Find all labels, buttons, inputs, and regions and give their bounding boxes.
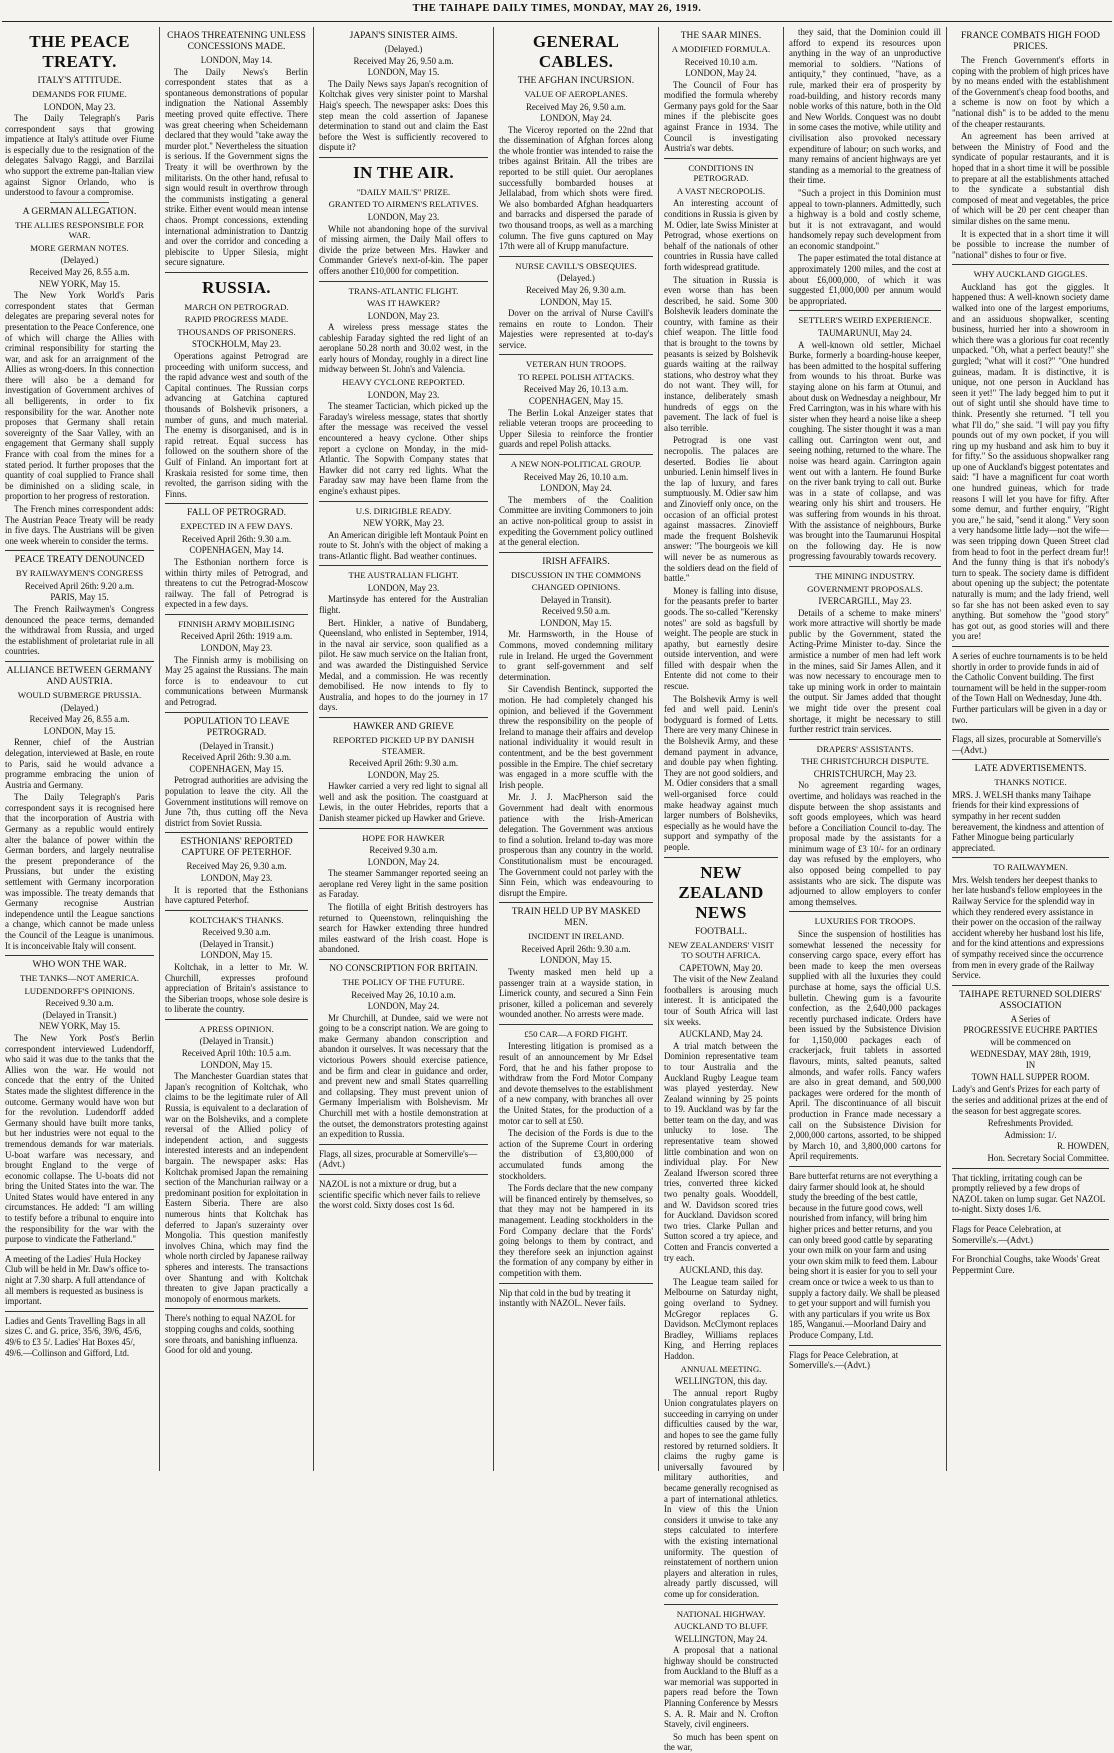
dateline: PARIS, May 15.	[50, 592, 109, 603]
dateline: Received May 26, 9.30 a.m.	[186, 861, 287, 872]
column-divider	[5, 1311, 154, 1312]
subheadline: CHANGED OPINIONS.	[531, 582, 621, 593]
column-divider	[165, 910, 308, 911]
subheadline: SETTLER'S WEIRD EXPERIENCE.	[798, 315, 932, 326]
advertisement-signature: Hon. Secretary Social Committee.	[987, 1152, 1109, 1163]
subheadline: TRANS-ATLANTIC FLIGHT.	[348, 285, 459, 296]
dateline: Received May 26, 8.55 a.m.	[29, 266, 130, 277]
subheadline: NURSE CAVILL'S OBSEQUIES.	[515, 260, 637, 271]
column-divider	[319, 1174, 488, 1175]
advertisement-line: PROGRESSIVE EUCHRE PARTIES	[963, 1025, 1098, 1036]
column-1	[0, 27, 160, 1471]
dateline: Received April 10th: 10.5 a.m.	[181, 1048, 292, 1059]
subheadline: U.S. DIRIGIBLE READY.	[355, 505, 452, 516]
advertisement-line: A Series of	[1010, 1013, 1051, 1024]
subheadline: A VAST NECROPOLIS.	[676, 185, 766, 196]
column-divider	[952, 857, 1109, 858]
section-title: THE PEACE TREATY.	[29, 32, 130, 71]
article-paragraph: The Daily Telegraph's Paris correspondent says that growing impatience at Italy's attitude over Fiume is especially due to the resignation of the delegates Salvago Raggi, and Barzilai who support the extreme pan-Italian view against Signor Orlando, who is understood to favour a compromise.	[5, 113, 154, 198]
dateline: Received April 26th: 9.30 a.m.	[181, 533, 292, 544]
column-divider	[5, 550, 154, 551]
advertisement: Bare butterfat returns are not everything a dairy farmer should look at, he should study the breeding of the best cattle, because in the future good cows, well nourished from infancy, will bring him higher prices and better returns, and you can only breed good cattle by separating your own milk on your farm and using your own skim milk to feed them. Labour being short it is easier for you to sell your cream once or twice a week to us than to supply a factory daily. We shall be pleased to get your support and will furnish you with any particulars if you write us Box 185, Wanganui.—Moorland Dairy and Produce Company, Ltd.	[789, 1171, 940, 1340]
subheadline: LUDENDORFF'S OPINIONS.	[24, 985, 135, 996]
subheadline: INCIDENT IN IRELAND.	[528, 931, 624, 942]
article-paragraph: The League team sailed for Melbourne on Saturday night, going overland to Sydney. McGregor replaces G. Davidson. McClymont replaces Bradley, Williams replaces King, and Herring replaces Haddon.	[664, 1276, 778, 1361]
dateline: Received April 26th: 9.20 a.m.	[24, 580, 135, 591]
dateline: LONDON, May 15.	[540, 617, 612, 628]
subheadline: VALUE OF AEROPLANES.	[524, 89, 628, 99]
subheadline: ANNUAL MEETING.	[680, 1363, 762, 1374]
dateline: NEW YORK, May 23.	[362, 518, 445, 528]
dateline: (Delayed in Transit.)	[199, 938, 274, 949]
column-3	[314, 27, 494, 1471]
advertisement: Ladies and Gents Travelling Bags in all sizes C. and G. price, 35/6, 39/6, 45/6, 49/6 to £3 5/. Ladies' Hat Boxes 45/, 49/6.—Collinson and Gifford, Ltd.	[5, 1315, 146, 1358]
column-divider	[165, 1019, 308, 1020]
article-paragraph: While not abandoning hope of the survival of missing airmen, the Daily Mail offers to divide the prize between Mrs. Hawker and Commander Grieve's next-of-kin. The paper offers another £10,000 for competition.	[319, 223, 488, 276]
article-paragraph: Twenty masked men held up a passenger train at a wayside station, in Limerick county, and secured a Sinn Fein prisoner, killed a policeman and severely wounded another. No arrests were made.	[499, 967, 653, 1020]
column-divider	[952, 985, 1109, 986]
dateline: Received May 26, 9.50 a.m.	[353, 55, 454, 66]
dateline: Received May 26, 10.10 a.m.	[523, 471, 629, 482]
article-paragraph: The steamer Tactician, which picked up the Faraday's wireless message, states that shortly after the message was received the vessel encountered a heavy cyclone. Other ships report a cyclone on Monday, in the mid-Atlantic. The Sopwith Company states that Hawker did not carry red lights. What the Faraday saw may have been flame from the engine's exhaust pipes.	[319, 401, 488, 496]
subheadline: WAS IT HAWKER?	[367, 298, 440, 308]
subheadline: TO RAILWAYMEN.	[993, 862, 1068, 873]
dateline: Received April 26th: 9.30 a.m.	[521, 943, 631, 954]
article-paragraph: The Manchester Guardian states that Japan's recognition of Koltchak, who claims to be the legitimate ruler of All Russia, is equivalent to a declaration of war on the Bolsheviks, and a complete reversal of the Allied policy of independent action, and suggests interested interests and an independent bargain. The newspaper asks: Has Koltchak promised Japan the remaining section of the Manchurian railway or a predominant position for exploitation in Eastern Siberia. There are also numerous hints that Koltchak has deferred to Japan's suzerainty over Mongolia. This question manifestly involves China, which may find the whole north circled by Japanese railway spheres and interests. The transactions over Shantung and with Koltchak threaten to give Japan practically a monopoly of enormous markets.	[165, 1071, 308, 1304]
dateline: LONDON, May 24.	[540, 483, 612, 494]
dateline: LONDON, May 15.	[540, 296, 612, 307]
subheadline: VETERAN HUN TROOPS.	[525, 359, 627, 370]
column-divider	[165, 712, 308, 713]
subheadline: NATIONAL HIGHWAY.	[676, 1608, 766, 1619]
column-divider	[499, 1024, 653, 1025]
article-paragraph: Hawker carried a very red light to signal all well and ask the position. The coastguard at Lewis, in the outer Hebrides, reports that a Danish steamer picked up Hawker and Grieve.	[319, 781, 488, 823]
article-paragraph: Since the suspension of hostilities has somewhat lessened the necessity for conserving cargo space, every effort has been made to keep the men overseas supplied with all the luxuries they could purchase at home, says the official U.S. bulletin. Chewing gum is a favourite confection, as the 2,640,000 packages recently purchased indicate. Orders have been issued by the Subsistence Division for 1,150,000 packages each of crackerjack, fruit tablets in assorted flavours, mints, salted peanuts, salted almonds, and wafer rolls. Fancy wafers are also in great demand, and 500,000 packages were ordered for the month of April. The discontinuance of all biscuit production in France made necessary a call on the Subsistence Division for 2,000,000 cartons, assorted, to be shipped by March 10, and 3,800,000 cartons for April requirements.	[789, 928, 941, 1162]
masthead-text: THE TAIHAPE DAILY TIMES, MONDAY, MAY 26, 1919.	[412, 3, 702, 14]
dateline: (Delayed.)	[60, 702, 99, 713]
subheadline: THE ALLIES RESPONSIBLE FOR WAR.	[15, 219, 144, 241]
masthead-rule	[2, 21, 1112, 22]
advertisement-line: IN	[1025, 1060, 1036, 1071]
headline: A GERMAN ALLEGATION.	[22, 206, 137, 217]
article-paragraph: The situation in Russia is even worse than has been described, he said. Some 300 Bolshevik leaders dominate the country, with famine as their chief weapon. The little food that is brought to the towns by peasants is seized by Bolshevik guards waiting at the railway stations, who destroy what they do not want. They will, for instance, deliberately smash hundreds of eggs on the pavement. The lack of fuel is also terrible.	[664, 274, 778, 433]
subheadline: EXPECTED IN A FEW DAYS.	[180, 521, 293, 532]
advertisement-line: Refreshments Provided.	[987, 1118, 1074, 1129]
article-paragraph: The decision of the Fords is due to the action of the Supreme Court in ordering the distribution of £3,800,000 of accumulated funds among the stockholders.	[499, 1128, 653, 1181]
subheadline: "DAILY MAIL'S" PRIZE.	[356, 186, 451, 197]
subheadline: THE MINING INDUSTRY.	[815, 571, 915, 581]
column-divider	[165, 1308, 308, 1309]
dateline: Received 9.30 a.m.	[369, 845, 438, 856]
headline: JAPAN'S SINISTER AIMS.	[349, 31, 458, 41]
article-paragraph: Details of a scheme to make miners' work more attractive will shortly be made public by the Government, stated the Acting-Prime Minister to-day. Since the armistice a number of men had left work in the mines, said Sir James Allen, and it was now necessary to encourage men to take up mining work in order to maintain the output. Sir James added that thought we might tide over the present coal shortage, it might be necessary to still further restrict train services.	[789, 607, 941, 735]
article-paragraph: Dover on the arrival of Nurse Cavill's remains en route to London. Their Majesties were represented at to-day's service.	[499, 308, 653, 350]
subheadline: GRANTED TO AIRMEN'S RELATIVES.	[328, 199, 479, 210]
dateline: Received May 26, 9.50 a.m.	[525, 101, 627, 112]
column-divider	[319, 717, 488, 718]
dateline: STOCKHOLM, May 23.	[191, 339, 282, 350]
subheadline: MARCH ON PETROGRAD.	[184, 301, 289, 312]
dateline: LONDON, May 15.	[43, 725, 116, 736]
article-paragraph: Interesting litigation is promised as a result of an announcement by Mr Edsel Ford, that he and his father propose to withdraw from the Ford Motor Company and devote themselves to the establishment of a new company, with branches all over the United States, for the production of a motor car to sell at £50.	[499, 1041, 653, 1126]
headline: IRISH AFFAIRS.	[542, 556, 610, 567]
subheadline: FINNISH ARMY MOBILISING	[178, 618, 295, 629]
dateline: Received April 26th: 1919 a.m.	[180, 631, 293, 642]
column-divider	[499, 256, 653, 257]
dateline: LONDON, May 14.	[200, 55, 273, 65]
column-divider	[319, 959, 488, 960]
column-divider	[789, 739, 941, 740]
subheadline: A PRESS OPINION.	[199, 1023, 274, 1034]
columns	[0, 27, 1114, 1753]
column-2	[160, 27, 314, 1471]
dateline: (Delayed in Transit.)	[42, 1009, 117, 1020]
article-paragraph: Money is falling into disuse, for the peasants prefer to barter goods. The so-called "Kerensky notes" are sold as bagsfull by weight. The people are stuck in apathy, but earnestly desire outside intervention, and were filled with despair when the Entente did not come to their rescue.	[664, 585, 778, 692]
advertisement: Lady's and Gent's Prizes for each party of the series and additional prizes at the end of the season for best aggregate scores.	[952, 1084, 1108, 1116]
headline: ITALY'S ATTITUDE.	[37, 76, 122, 86]
dateline: Received April 26th: 9.30 a.m.	[348, 758, 459, 768]
column-divider	[499, 902, 653, 903]
advertisement: Flags, all sizes, procurable at Somerville's—(Advt.)	[319, 1148, 478, 1170]
column-divider	[952, 646, 1109, 647]
article-paragraph: The Daily News says Japan's recognition of Koltchak gives very sinister point to Marshal Haig's speech. The newspaper asks: Does this step mean the cold assertion of Japanese determination to stand out and claim the East before the West is sufficiently recovered to dispute it?	[319, 78, 488, 153]
column-divider	[319, 281, 488, 282]
dateline: LONDON, May 23.	[367, 211, 440, 222]
advertisement-line: will be commenced on	[990, 1037, 1071, 1047]
subheadline: DISCUSSION IN THE COMMONS	[510, 569, 642, 580]
headline: PEACE TREATY DENOUNCED	[14, 555, 145, 566]
column-divider	[319, 501, 488, 502]
subheadline: WOULD SUBMERGE PRUSSIA.	[17, 690, 142, 701]
subheadline: DEMANDS FOR FIUME.	[32, 89, 127, 99]
column-divider	[952, 1168, 1109, 1169]
section-title: NEW ZEALAND NEWS	[678, 862, 764, 922]
article-paragraph: An agreement has been arrived at between the Ministry of Food and the syndicate of popular restaurants, and it is hoped that in a short time it will be possible to prepare at all the establishments attached to the syndicate a substantial dish composed of meat and vegetables, the price of which will be 20 per cent cheaper than similar dishes on the same menu.	[952, 131, 1109, 226]
headline: TAIHAPE RETURNED SOLDIERS' ASSOCIATION	[959, 989, 1102, 1011]
article-paragraph: A proposal that a national highway should be constructed from Auckland to the Bluff as a war memorial was supported in papers read before the Town Planning Conference by Messrs S. A. R. Mair and N. Crofton Stavely, civil engineers.	[664, 1645, 778, 1730]
column-divider	[319, 565, 488, 566]
column-divider	[789, 310, 941, 311]
advertisement: MRS. J. WELSH thanks many Taihape friends for their kind expressions of sympathy in her recent sudden bereavement, the kindness and attention of Father Minogue being particularly appreciated.	[952, 789, 1104, 853]
dateline: TAUMARUNUI, May 24.	[818, 327, 912, 338]
subheadline: THE AUSTRALIAN FLIGHT.	[348, 570, 459, 581]
headline: TRAIN HELD UP BY MASKED MEN.	[511, 907, 641, 929]
article-paragraph: Sir Cavendish Bentinck, supported the motion. He had completely changed his opinion, and believed if the Government threw the responsibility on the people of Ireland to manage their affairs and develop national individuality it would result in contentment, and be the best government possible in the Empire. The chief secretary was engaged in a more scuffle with the Irish people.	[499, 684, 653, 790]
dateline: (Delayed in Transit.)	[199, 740, 274, 751]
subheadline: A NEW NON-POLITICAL GROUP.	[510, 459, 642, 470]
column-5	[659, 27, 784, 1753]
headline: FOOTBALL.	[695, 926, 747, 937]
dateline: Received May 26, 9.30 a.m.	[525, 284, 627, 295]
dateline: LONDON, May 24.	[367, 856, 440, 867]
article-paragraph: The New York Post's Berlin correspondent interviewed Ludendorff, who said it was due to the tanks that the Allies won the war. He would not concede that the entry of the United States made the slightest difference in the outcome. Germany would have won but for the revolution. Ludendorff added Germany should have built more tanks, but her industries were not equal to the tremendous demands for war materials. U-boat warfare was necessary, and brought England to the verge of economic collapse. The U-boats did not bring the United States into the war. The United States would have entered in any circumstances. He added: "I am willing to testify before a tribunal to enquire into the responsibility for the war with the purpose to vindicate the Fatherland."	[5, 1032, 154, 1245]
article-paragraph: Petrograd is one vast necropolis. The palaces are deserted. Bodies lie about unburied. Lenin himself lives in the lap of luxury, and fares sumptuously. M. Odier saw him and Zinovieff only once, on the occasion of an official protest against massacres. Zinovieff made the frequent Bolshevik answer: "The bourgeois we kill will never be as numerous as the soldiers dead on the field of battle."	[664, 435, 778, 584]
masthead	[0, 0, 1114, 24]
article-paragraph: Operations against Petrograd are proceeding with uniform success, and the rapid advance west and south of the Capital continues. The Russian corps advancing at Gatchina captured thousands of Bolshevik prisoners, a number of guns, and much material. The enemy is disorganised, and is in rapid retreat. Equal success has followed on the southern shore of the Gulf of Finland. An important fort at Kraskaia resisted for some time, then revolted, the garrison siding with the Finns.	[165, 350, 308, 499]
column-divider	[5, 661, 154, 662]
column-divider	[499, 1283, 653, 1284]
dateline: Received 9.50 a.m.	[541, 606, 611, 617]
dateline: LONDON, May 23.	[367, 310, 440, 321]
article-paragraph: The Council of Four has modified the formula whereby Germany pays gold for the Saar mines if the plebiscite goes against France in 1934. The Council is investigating Austria's war debts.	[664, 79, 778, 154]
article-paragraph: The steamer Sammanger reported seeing an aeroplane red Verey light in the same position as Faraday.	[319, 868, 488, 900]
column-divider	[952, 729, 1109, 730]
column-divider	[952, 759, 1109, 760]
dateline: Received May 26, 10.10 a.m.	[351, 989, 456, 1000]
column-divider	[319, 828, 488, 829]
advertisement: Flags for Peace Celebration, at Somerville's.—(Advt.)	[789, 1349, 899, 1371]
article-paragraph: The New York World's Paris correspondent states that German delegates are preparing several notes for presentation to the Peace Conference, one of which will charge the Allies with criminal responsibility for starting the war, and ask for an arraignment of the Allies as wrong-doers. In this connection there will also be a demand for investigation of Government archives of all belligerents, in order to fix responsibility for the war. Another note proposes that Germany shall retain sovereignty of the Saar Valley, with an engagement that Germany shall supply France with coal from the mines for a stated period. It further proposes that the quantity of coal supplied to France shall be diminished on a sliding scale, in proportion to her progress of restoration.	[5, 290, 154, 502]
article-paragraph: Renner, chief of the Austrian delegation, interviewed at Basle, en route to Paris, said he would advance a programme embracing the union of Austria and Germany.	[5, 737, 154, 790]
article-paragraph: An interesting account of conditions in Russia is given by M. Odier, late Swiss Minister at Petrograd, whose exertions on behalf of the nationals of other countries in Russia have called forth widespread gratitude.	[664, 198, 778, 272]
advertisement: Mrs. Welsh tenders her deepest thanks to her late husband's fellow employees in the Railway Service for the splendid way in which they rendered every assistance in their power on the occasion of the railway accident whereby her husband lost his life, and for the kind attentions and expressions of sympathy received since the occurrence from men in every grade of the Railway Service.	[952, 874, 1104, 981]
subheadline: CONDITIONS IN PETROGRAD.	[688, 162, 754, 184]
article-paragraph: The French Railwaymen's Congress denounced the peace terms, demanded the withdrawal from Russia, and urged the establishment of proletariat rule in all countries.	[5, 604, 154, 657]
subheadline: HEAVY CYCLONE REPORTED.	[342, 377, 465, 388]
column-divider	[952, 1249, 1109, 1250]
column-divider	[165, 272, 308, 273]
dateline: LONDON, May 24.	[367, 1001, 440, 1012]
dateline: NEW YORK, May 15.	[38, 1021, 121, 1032]
article-paragraph: A trial match between the Dominion representative team to tour Australia and the Auckland Rugby League team was played yesterday. New Zealand winning by 25 points to 19. Auckland was by far the better team on the day, and was unlucky to lose. The representative team showed little combination and won on individual play. For New Zealand Ifwerson scored three tries, converted three kicked two penalty goals. Wooddell, and W. Davidson scored tries for Auckland. Davidson scored two tries. Clarke Pullan and Sutton scored a try apiece, and Cotten and Francis converted a try each.	[664, 1040, 778, 1263]
headline: POPULATION TO LEAVE PETROGRAD.	[183, 716, 290, 738]
dateline: AUCKLAND, this day.	[679, 1265, 763, 1276]
column-divider	[5, 955, 154, 956]
dateline: (Delayed.)	[384, 44, 423, 54]
article-paragraph: So much has been spent on the war,	[664, 1731, 778, 1753]
dateline: WELLINGTON, May 24.	[674, 1633, 768, 1644]
article-paragraph: It is expected that in a short time it will be possible to increase the number of "national" dishes to four or five.	[952, 228, 1109, 260]
advertisement-line: Admission: 1/.	[1004, 1129, 1057, 1140]
column-divider	[319, 157, 488, 158]
advertisement: Flags for Peace Celebration, at Somerville's.—(Advt.)	[952, 1223, 1062, 1245]
headline: THE AFGHAN INCURSION.	[517, 76, 635, 86]
headline: THE SAAR MINES.	[680, 31, 762, 41]
short-divider	[50, 202, 110, 203]
dateline: LONDON, May 24.	[540, 113, 612, 124]
article-paragraph: "Such a project in this Dominion must appeal to town-planners. Admittedly, such a highway is a bold and costly scheme, but it is not extravagant, and would handsomely repay such development from an economic standpoint."	[789, 187, 941, 251]
dateline: LONDON, May 23.	[200, 872, 273, 883]
column-divider	[952, 1219, 1109, 1220]
advertisement: NAZOL is not a mixture or drug, but a scientific specific which never fails to relieve the worst cold. Sixty doses cost 1s 6d.	[319, 1179, 481, 1211]
article-paragraph: The Berlin Lokal Anzeiger states that reliable veteran troops are proceeding to Upper Silesia to reinforce the frontier guards and repel Polish attacks.	[499, 407, 653, 450]
dateline: COPENHAGEN, May 15.	[189, 763, 284, 774]
article-paragraph: A wireless press message states the cableship Faraday sighted the red light of an aeroplane 50.28 north and 30.02 west, in the early hours of Monday, roughly in a direct line midway between St. John's and Valencia.	[319, 322, 488, 375]
column-divider	[664, 857, 778, 858]
column-divider	[319, 1144, 488, 1145]
column-6	[784, 27, 947, 1471]
article-paragraph: The Daily Telegraph's Paris correspondent says it is recognised here that the incorporation of Austria with Germany as a republic would entirely alter the balance of power within the German borders, and largely neutralise the present preponderance of the Prussians, but under the existing settlement with Germany incorporation was impossible. The treaty demands that Germany recognise Austrian independence until the League sanctions a change, which cannot be made unless the Council of the League is unanimous. It is inconceivable Italy will consent.	[5, 792, 154, 951]
section-title: RUSSIA.	[202, 277, 271, 297]
column-divider	[165, 503, 308, 504]
subheadline: BY RAILWAYMEN'S CONGRESS	[15, 568, 144, 579]
article-paragraph: Mr. Harmsworth, in the House of Commons, moved condemning military rule in Ireland. He urged the Government to grant self-government and self determination.	[499, 629, 653, 682]
article-paragraph: Mr. J. J. MacPherson said the Government had dealt with enormous patience with the Irish-American delegation. The Government was anxious to find a solution. Ireland to-day was more prosperous than any country in the world. Constitutionalism must be encouraged. The Government could not parley with the Sinn Fein, which was endeavouring to disrupt the Empire.	[499, 792, 653, 898]
headline: HAWKER AND GRIEVE	[353, 722, 454, 732]
subheadline: £50 CAR—A FORD FIGHT.	[524, 1028, 628, 1039]
dateline: LONDON, May 15.	[540, 955, 612, 966]
article-paragraph: An American dirigible left Montauk Point en route to St. John's with the object of making a trans-Atlantic flight. Bad weather continues.	[319, 529, 488, 561]
article-paragraph: Koltchak, in a letter to Mr. W. Churchill, expresses profound appreciation of Britain's assistance to the Siberian troops, whose sole desire is to liberate the country.	[165, 962, 308, 1015]
column-divider	[952, 264, 1109, 265]
article-paragraph: The Esthonian northern force is within thirty miles of Petrograd, and threatens to cut the Petrograd-Moscow railway. The fall of Petrograd is expected in a few days.	[165, 556, 308, 610]
article-paragraph: The flotilla of eight British destroyers has returned to Queenstown, relinquishing the search for Hawker extending three hundred miles eastward of the Irish coast. Hope is abandoned.	[319, 902, 488, 955]
dateline: LONDON, May 15.	[200, 1059, 273, 1070]
column-divider	[165, 832, 308, 833]
article-paragraph: The French Government's efforts in coping with the problem of high prices have by no means ended with the establishment of the Government's cheap food booths, and a scheme is now on foot by which a "national dish" is to be added to the menu of the cheaper restaurants.	[952, 55, 1109, 129]
dateline: Received May 26, 8.55 a.m.	[29, 714, 130, 725]
advertisement-line: TOWN HALL SUPPER ROOM.	[971, 1071, 1090, 1082]
headline: FALL OF PETROGRAD.	[187, 508, 286, 519]
dateline: Received 9.30 a.m.	[202, 927, 271, 938]
column-4	[494, 27, 659, 1471]
advertisement: A series of euchre tournaments is to be held shortly in order to provide funds in aid of the Catholic Convent building. The first tournament will be held in the supper-room of the Town Hall on Wednesday, June 4th. Further particulars will be given in a day or two.	[952, 650, 1108, 725]
subheadline: NEW ZEALANDERS' VISIT TO SOUTH AFRICA.	[668, 939, 774, 961]
dateline: (Delayed.)	[60, 255, 99, 266]
article-paragraph: Auckland has got the giggles. It happened thus: A well-known society dame walked into one of the largest emporiums, and an assiduous shopwalker, scenting business, hurried her into a showroom in which there was a glorious fur coat recently unpacked. "Oh, what a perfect beauty!" she gurgled; "what will it cost?" "One hundred guineas, madam. It is distinctive, it is unique, not one person in Auckland has seen it yet!" The lady begged him to put it out of sight until she should have time to think. Presently she returned. "I tell you what I'll do," she said. "I will pay you fifty pounds out of my own pocket, if you will ring up my husband and ask him to buy it for fifty." So the assiduous shopwalker rang up one of Auckland's biggest potentates and said: "I have a magnificent fur coat worth one hundred guineas, which for trade reasons I will let you have for fifty. After some demur, and further enquiry, "Right you are," he said, "send it along." Very soon a very handsome little lady—not the wife—was seen tripping down Queen Street clad from head to foot in the perfect dream fur!! And the funny thing is that it's nobody's turn to speak. The society dame is diffident about opening up the subject; the potentate naturally is mum; and the lady friend, well so far she has not been asked even to say anything. But somehow the "good story" has got out, as good stories will and there you are!	[952, 281, 1109, 642]
article-paragraph: Petrograd authorities are advising the population to leave the city. All the Government institutions will remove on June 7th, thus cutting off the Neva district from Soviet Russia.	[165, 775, 308, 828]
column-7	[947, 27, 1114, 1471]
column-divider	[499, 454, 653, 455]
headline: CHAOS THREATENING UNLESS CONCESSIONS MADE.	[167, 31, 306, 52]
dateline: WELLINGTON, this day.	[674, 1376, 768, 1387]
column-divider	[789, 911, 941, 912]
article-paragraph: Bert. Hinkler, a native of Bundaberg, Queensland, who enlisted in September, 1914, in the naval air service, soon qualified as a pilot. He saw much service on the Italian front, and was awarded the Distinguished Service Medal, and a commission. He was recently demobilised. He now intends to fly to Australia, and hopes to do the journey in 17 days.	[319, 617, 488, 713]
advertisement-line: WEDNESDAY, MAY 28th, 1919,	[970, 1048, 1091, 1059]
advertisement: That tickling, irritating cough can be promptly relieved by a few drops of NAZOL taken on lump sugar. Get NAZOL to-night. Sixty doses 1/6.	[952, 1172, 1105, 1215]
article-paragraph: Martinsyde has entered for the Australian flight.	[319, 594, 488, 616]
subheadline: TO REPEL POLISH ATTACKS.	[517, 371, 635, 382]
subheadline: A MODIFIED FORMULA.	[671, 44, 771, 54]
article-paragraph: The Viceroy reported on the 22nd that the dissemination of Afghan forces along the whole frontier was intended to raise the tribes against Britain. All the tribes are reported to be still quiet. Our aeroplanes successfully bombarded houses at Jellalabad, from which shots were fired. We also bombarded Afghan headquarters and barracks and dispersed the parade of two thousand troops, as well as a marching column. The five guns captured on May 17th were all of Krupp manufacture.	[499, 124, 653, 252]
article-paragraph: Mr Churchill, at Dundee, said we were not going to be a conscript nation. We are going to make Germany abandon conscription and abandon it ourselves. It was necessary that the victorious Powers should exercise patience, and be firm and clear in guidance and order, and prevent new and small States quarrelling and collapsing. They must prevent union of Germany Imperialism with Bolshevism. Mr Churchill met with a hostile demonstration at the outset, the demonstrators protesting against an expedition to Russia.	[319, 1012, 488, 1140]
subheadline: HOPE FOR HAWKER	[362, 832, 445, 843]
article-paragraph: A well-known old settler, Michael Burke, formerly a boarding-house keeper, has been admitted to the hospital suffering from wounds to his throat. Burke was staying alone on his farm at Otunui, and about dusk on Wednesday a neighbour, Mr Fred Carrington, was in his whare with his sister when they heard a noise like a sheep coughing. The sister thought it was a man calling out. Carrington went out, and seeing nothing, returned to the whare. The noise was heard again. Carrington again went out with a lantern. He found Burke on the river bank trying to call out. Burke was in a state of collapse, and was wearing only his shirt and trousers. He was suffering from wounds in his throat. With the assistance of neighbours, Burke was brought into the Taumarunui Hospital on the following day. He is now progressing favourably towards recovery.	[789, 339, 941, 562]
subheadline: THANKS NOTICE.	[994, 777, 1067, 788]
column-divider	[499, 354, 653, 355]
headline: NO CONSCRIPTION FOR BRITAIN.	[329, 964, 478, 974]
dateline: LONDON, May 24.	[685, 68, 757, 79]
dateline: LONDON, May 23.	[200, 643, 273, 654]
dateline: Received May 26, 10.13 a.m.	[523, 384, 629, 395]
headline: ESTHONIANS' REPORTED CAPTURE OF PETERHOF.	[180, 837, 293, 859]
dateline: (Delayed.)	[557, 273, 595, 284]
dateline: Received April 26th: 9.30 a.m.	[181, 752, 292, 763]
dateline: COPENHAGEN, May 14.	[189, 545, 284, 556]
dateline: LONDON, May 15.	[200, 950, 273, 961]
article-paragraph: The Bolshevik Army is well fed and well paid. Lenin's bodyguard is formed of Letts. There are very many Chinese in the Bolshevik Army, and these demand payment in advance, and double pay when fighting. They are not good soldiers, and M. Odier considers that a small well-organised force could make headway against much larger numbers of Bolsheviks, especially as he would have the support and sympathy of the people.	[664, 693, 778, 852]
column-divider	[499, 552, 653, 553]
dateline: LONDON, May 23.	[367, 389, 440, 400]
subheadline: RAPID PROGRESS MADE.	[184, 314, 289, 325]
dateline: LONDON, May 23.	[43, 101, 116, 112]
advertisement: Flags, all sizes, procurable at Somerville's—(Advt.)	[952, 734, 1102, 755]
dateline: LONDON, May 23.	[367, 582, 440, 593]
headline: LATE ADVERTISEMENTS.	[974, 764, 1087, 775]
dateline: AUCKLAND, May 24.	[679, 1029, 763, 1040]
section-title: IN THE AIR.	[353, 162, 454, 182]
dateline: LONDON, May 15.	[367, 67, 440, 78]
subheadline: DRAPERS' ASSISTANTS.	[816, 743, 914, 754]
dateline: IVERCARGILL, May 23.	[818, 596, 912, 606]
dateline: COPENHAGEN, May 15.	[528, 396, 624, 407]
column-divider	[664, 1604, 778, 1605]
advertisement: A meeting of the Ladies' Hula Hockey Club will be held in Mr. Daw's office to-night at 7.30 sharp. A full attendance of all members is requested as business is important.	[5, 1253, 150, 1307]
article-paragraph: The members of the Coalition Committee are inviting Commoners to join an active non-political group to assist in expediting the Government policy outlined at the general election.	[499, 494, 653, 548]
article-paragraph: The Daily News's Berlin correspondent states that as a spontaneous demonstrations of popular indignation the National Assembly meeting proved quite effective. There was great cheering when Scheidemann declared that they would "take away the murder plot." Nevertheless the situation is serious. If the Government signs the Treaty it will be overthrown by the militarists. On the other hand, refusal to sign would result in overthrow through the communists instigating a general strike. Either event would mean intense chaos. Prompt concessions, extending international administration to Dantzig and over the corridor and conceding a plebiscite to Upper Silesia, might secure signature.	[165, 66, 308, 268]
headline: WHO WON THE WAR.	[32, 960, 127, 971]
subheadline: THE TANKS—NOT AMERICA.	[20, 973, 139, 984]
column-divider	[789, 1345, 941, 1346]
advertisement: There's nothing to equal NAZOL for stopping coughs and colds, soothing sore throats, and banishing influenza. Good for old and young.	[165, 1313, 298, 1356]
subheadline: WHY AUCKLAND GIGGLES.	[973, 269, 1088, 280]
article-paragraph: The Finnish army is mobilising on May 25 against the Russians. The main force is to endeavour to cut communications between Murmansk and Petrograd.	[165, 654, 308, 707]
subheadline: AUCKLAND TO BLUFF.	[673, 1621, 769, 1631]
column-divider	[789, 566, 941, 567]
subheadline: THE CHRISTCHURCH DISPUTE.	[801, 756, 929, 767]
dateline: Received 9.30 a.m.	[45, 998, 114, 1009]
dateline: (Delayed in Transit.)	[199, 1036, 274, 1047]
article-paragraph: No agreement regarding wages, overtime, and holidays was reached in the dispute between the shop assistants and soft goods employees, which was heard before a Conciliation Council to-day. The proposal made by the assistants for a minimum wage of £3 10/- for an ordinary day was refused by the employers, who also opposed being compelled to pay assistants who are sick. The dispute was adjourned to allow employers to confer among themselves.	[789, 780, 941, 907]
column-divider	[789, 1166, 941, 1167]
column-divider	[165, 614, 308, 615]
article-paragraph: The visit of the New Zealand footballers is arousing much interest. It is anticipated the tour of South Africa will last six weeks.	[664, 974, 778, 1027]
headline: FRANCE COMBATS HIGH FOOD PRICES.	[960, 31, 1101, 52]
dateline: Received 10.10 a.m.	[684, 56, 758, 67]
subheadline: THOUSANDS OF PRISONERS.	[177, 326, 296, 337]
subheadline: MORE GERMAN NOTES.	[30, 242, 129, 253]
section-title: GENERAL CABLES.	[532, 32, 620, 71]
advertisement-signature: R. HOWDEN,	[1056, 1141, 1109, 1152]
dateline: NEW YORK, May 15.	[38, 278, 121, 289]
article-paragraph: It is reported that the Esthonians have captured Peterhof.	[165, 884, 308, 906]
article-paragraph: The French mines correspondent adds: The Austrian Peace Treaty will be ready in five days. The Austrians will be given one week wherein to consider the terms.	[5, 504, 154, 546]
dateline: Delayed in Transit).	[540, 594, 612, 605]
subheadline: GOVERNMENT PROPOSALS.	[807, 583, 923, 594]
subheadline: REPORTED PICKED UP BY DANISH STEAMER.	[332, 735, 475, 756]
article-paragraph: The Fords declare that the new company will be financed entirely by themselves, so that they may not be hampered in its management. Leading stockholders in the Ford Company declare that the Fords' going belongs to them by contract, and they therefore seek an injunction against the formation of any company by either in competition with them.	[499, 1183, 653, 1278]
column-divider	[5, 1249, 154, 1250]
article-paragraph: The annual report Rugby Union congratulates players on succeeding in carrying on under difficulties caused by the war, and hopes to see the game fully restored by returned soldiers. It claims the rugby game is universally favoured by military authorities, and became generally recognised as a part of international athletics. In view of this the Union considers it unwise to take any steps calculated to interfere with the existing international uniformity. The question of reinstatement of northern union players and alteration in rules, already partly discussed, will come up for consideration.	[664, 1387, 778, 1599]
advertisement: Nip that cold in the bud by treating it instantly with NAZOL. Never fails.	[499, 1287, 631, 1309]
dateline: LONDON, May 25.	[367, 769, 440, 780]
article-paragraph: The paper estimated the total distance at approximately 1200 miles, and the cost at about £6,000,000, of which it was suggested £1,000,000 per annum would be appropriated.	[789, 253, 941, 306]
column-divider	[664, 158, 778, 159]
headline: ALLIANCE BETWEEN GERMANY AND AUSTRIA.	[6, 666, 153, 688]
subheadline: LUXURIES FOR TROOPS.	[814, 916, 916, 927]
dateline: CHRISTCHURCH, May 23.	[813, 768, 917, 779]
article-paragraph: they said, that the Dominion could ill afford to expend its resources upon anything in the way of an unproductive memorial to soldiers. "Nations of antiquity," they continued, "have, as a rule, marked their era of prosperity by road-building, and history records many noble works of this nature, both in the Old and New Worlds. Conquest was no doubt in some cases the motive, while utility and civilisation also provoked necessary expenditure of labour; on such works, and many remains of ancient highways are yet standing as a memorial to the greatness of their time.	[789, 27, 941, 186]
dateline: CAPETOWN, May 20.	[679, 962, 763, 973]
advertisement: For Bronchial Coughs, take Woods' Great Peppermint Cure.	[952, 1254, 1101, 1275]
subheadline: THE POLICY OF THE FUTURE.	[342, 977, 465, 987]
subheadline: KOLTCHAK'S THANKS.	[189, 914, 284, 925]
